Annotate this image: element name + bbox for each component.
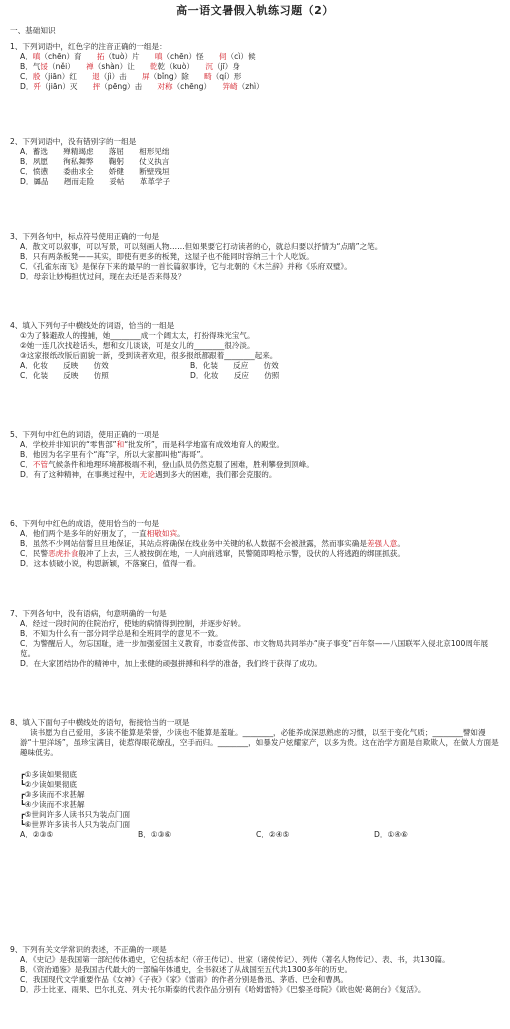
question-stem: 7、下列各句中，没有语病，句意明确的一句是: [10, 609, 167, 618]
passage: 读书愿为自己爱用，多读不能算是荣誉，少读也不能算是羞耻。________，必能养成深思熟虑的习惯，以至于变化气质；________譬如漫游“十里洋场”，虽珍宝满目，徒惹得眼花缭乱，空手而归。________，如暴发户炫耀家产，以多为贵。这在治学方面是自欺欺人，在做人方面是趣味低劣。: [20, 728, 499, 757]
option-letter: D．: [20, 82, 34, 91]
option-text: 蓄选 殚精竭虑 落屈 相形见绌: [32, 147, 170, 156]
pinyin: （bǐng）除: [149, 72, 205, 81]
question-1-options: [10, 52, 502, 92]
pinyin: （jiān）灭: [41, 82, 93, 91]
option-text: 般冲了上去，三人被按倒在地，一人向前逃窜，民警随即鸣枪示警，设伏的人将逃跑的绑匪抓获。: [78, 549, 405, 558]
pinyin: （chēn）育: [40, 52, 97, 61]
question-6-options: [10, 529, 502, 569]
option: C．为警醒后人，勿忘国耻，进一步加强爱国主义教育，市委宣传部、市文物局共同举办“庚子事变”百年祭——八国联军入侵北京100周年展览。: [20, 639, 489, 658]
option-text: 愤懑 委曲求全 娇健 断壁残垣: [32, 167, 170, 176]
highlighted-char: 拓: [96, 52, 105, 61]
question-9: [10, 945, 502, 995]
option: [20, 450, 502, 460]
highlighted-char: 抨: [92, 82, 101, 91]
option: D．莎士比亚、雨果、巴尔扎克、列夫·托尔斯泰的代表作品分别有《哈姆雷特》《巴黎圣母院》《欧也妮·葛朗台》《复活》。: [20, 985, 426, 994]
section-heading: 一、基础知识: [10, 26, 56, 35]
pinyin: （zhì）: [237, 82, 264, 91]
option-text: B．他因为名字里有个“海”字，所以大家都叫他“海哥”。: [20, 450, 209, 459]
option-letter: A．: [20, 147, 33, 156]
question-2: [10, 137, 502, 187]
question-stem: 4、填入下列句子中横线处的词语，恰当的一组是: [10, 321, 175, 330]
question-stem: 6、下列句中红色的成语，使用恰当的一句是: [10, 519, 160, 528]
option-text: C．民警: [20, 549, 49, 558]
pinyin: （jiān）红: [40, 72, 93, 81]
sentence: ③这家报纸改版后面貌一新，受到读者欢迎，很多报纸都跟着________起来。: [20, 351, 278, 360]
highlighted-char: 沉: [205, 62, 213, 71]
pinyin: （něi）: [48, 62, 87, 71]
bracket-item: ┏⑤世间许多人读书只为装点门面: [20, 810, 131, 819]
option-text: A．学校并非知识的“零售部”: [20, 440, 117, 449]
pinyin: （shàn）让: [93, 62, 150, 71]
option-letter: B．气: [20, 62, 41, 71]
option: C．《孔雀东南飞》是保存下来的最早的一首长篇叙事诗，它与北朝的《木兰辞》并称《乐府双璧》。: [20, 262, 352, 271]
option: D．在大家团结协作的精神中，加上张健的顽强拼搏和科学的准备，我们终于获得了成功。: [20, 659, 322, 668]
highlighted-char: 屏: [141, 72, 150, 81]
question-8-items: [10, 770, 502, 830]
option: B．化装 反应 仿效: [190, 361, 279, 370]
option: [20, 559, 502, 569]
bracket-item: ┏③多读而不求甚解: [20, 790, 85, 799]
question-stem: 9、下列有关文学常识的表述，不正确的一项是: [10, 945, 167, 954]
pinyin: （tuò）片: [104, 52, 155, 61]
option: C．②④⑤: [256, 830, 290, 839]
pinyin: （jī）身: [212, 62, 240, 71]
option: [20, 460, 502, 470]
option-text: “批发所”，而是科学地富有成效地育人的殿堂。: [124, 440, 284, 449]
highlighted-char: 禅: [86, 62, 94, 71]
question-1: [10, 42, 502, 92]
option-letter: A．: [20, 52, 33, 61]
highlighted-word: 相敬如宾: [146, 529, 178, 538]
option-text: 夙愿 徇私舞弊 鞠躬 仗义执言: [32, 157, 170, 166]
option-text: 。: [397, 539, 405, 548]
highlighted-char: 对称: [157, 82, 173, 91]
sentence: ②她一连几次找趁话头，想和女儿谈谈，可是女儿的________很冷淡。: [20, 341, 255, 350]
highlighted-word: 差强人意: [366, 539, 398, 548]
option-row: [20, 361, 502, 371]
option: A．散文可以叙事，可以写景，可以刻画人物……但如果要它打动读者的心，就总归要以抒情为“点睛”之笔。: [20, 242, 383, 251]
option: [20, 157, 502, 167]
question-5: [10, 430, 502, 480]
bracket-item: ┏①多读如果彻底: [20, 770, 77, 779]
option: C．我国现代文学重要作品《女神》《子夜》《家》《雷雨》的作者分别是鲁迅、茅盾、巴金和曹禺。: [20, 975, 349, 984]
pinyin: 乾（kuò）: [157, 62, 206, 71]
option: D．①④⑥: [374, 830, 408, 839]
question-stem: 8、填入下面句子中横线处的语句，衔接恰当的一项是: [10, 718, 190, 727]
option-letter: D．: [20, 177, 34, 186]
option: A．②③⑤: [20, 830, 54, 839]
highlighted-word: 无论: [139, 470, 155, 479]
option-letter: C．: [20, 167, 33, 176]
option: [20, 440, 502, 450]
sentence: ①为了躲避敌人的搜捕，她________成一个阔太太，打扮得珠光宝气。: [20, 331, 255, 340]
highlighted-char: 退: [92, 72, 100, 81]
highlighted-char: 伺: [218, 52, 227, 61]
option: [20, 470, 502, 480]
option-text: 气候条件和地理环境都极端不利，登山队员仍然克服了困难，胜利攀登到顶峰。: [48, 460, 314, 469]
option: [20, 549, 502, 559]
highlighted-char: 嗔: [32, 52, 41, 61]
pinyin: （chēng）: [172, 82, 223, 91]
question-3: [10, 232, 502, 282]
highlighted-char: 殷: [32, 72, 41, 81]
pinyin: （jì）击: [99, 72, 142, 81]
option-text: A．他们两个是多年的好朋友了，一直: [20, 529, 147, 538]
highlighted-char: 乾: [149, 62, 158, 71]
option: [20, 147, 502, 157]
question-5-options: [10, 440, 502, 480]
option-text: 羼品 趔而走险 妥帖 革革学子: [33, 177, 171, 186]
highlighted-word: 和: [116, 440, 125, 449]
question-stem: 2、下列词语中，没有错别字的一组是: [10, 137, 137, 146]
option-row: [20, 82, 502, 92]
option: [20, 539, 502, 549]
option-letter: C．: [20, 72, 33, 81]
highlighted-char: 笄崎: [222, 82, 238, 91]
question-4: [10, 321, 502, 381]
highlighted-char: 馁: [40, 62, 48, 71]
option: D．母亲让妙梅担忧过问，现在去还是否来得及？: [20, 272, 186, 281]
question-8: [10, 718, 502, 840]
option: B．《资治通鉴》是我国古代最大的一部编年体通史，全书叙述了从战国至五代共1300多年的历史。: [20, 965, 353, 974]
question-stem: 3、下列各句中，标点符号使用正确的一句是: [10, 232, 160, 241]
bracket-item: ┗④少读而不求甚解: [20, 800, 85, 809]
option-text: C．: [20, 460, 33, 469]
option-row: [20, 62, 502, 72]
option-row: [20, 72, 502, 82]
option-text: 。: [177, 529, 185, 538]
option: B．只有两条板凳——其实，即使有更多的板凳，这屋子也不能同时容纳三十个人吃饭。: [20, 252, 314, 261]
option-text: D．这本侦破小说，构思新颖，不落窠臼，值得一看。: [20, 559, 201, 568]
option: D．化妆 反应 仿照: [190, 371, 280, 380]
option-text: 遇到多大的困难，我们都会克服的。: [154, 470, 277, 479]
highlighted-char: 畸: [204, 72, 212, 81]
question-4-options: [20, 361, 502, 381]
question-8-options: [10, 830, 502, 840]
option: B．不知为什么有一部分同学总是和全班同学的意见不一致。: [20, 629, 223, 638]
highlighted-char: 歼: [33, 82, 42, 91]
pinyin: （pēng）击: [100, 82, 158, 91]
option-row: [20, 371, 502, 381]
option-row: [20, 52, 502, 62]
option: A．经过一段时间的住院治疗，使她的病情得到控制，并逐步好转。: [20, 619, 246, 628]
option-letter: B．: [20, 157, 33, 166]
question-6: [10, 519, 502, 569]
bracket-item: ┗②少读如果彻底: [20, 780, 77, 789]
option-text: D．有了这种精神，在事奥过程中，: [20, 470, 140, 479]
option: B．①③⑥: [138, 830, 172, 839]
option-row: [20, 830, 502, 840]
option: C．化装 反映 仿照: [20, 371, 109, 380]
highlighted-char: 嗔: [154, 52, 163, 61]
option: A．化妆 反映 仿效: [20, 361, 109, 370]
highlighted-word: 不管: [32, 460, 49, 469]
question-stem: 1、下列词语中，红色字的注音正确的一组是：: [10, 42, 167, 51]
option: A．《史记》是我国第一部纪传体通史，它包括本纪（帝王传记）、世家（诸侯传记）、列传（著名人物传记）、表、书，共130篇。: [20, 955, 450, 964]
question-2-options: [10, 147, 502, 187]
question-7: [10, 609, 502, 669]
option: [20, 177, 502, 187]
pinyin: （qí）形: [211, 72, 242, 81]
option: [20, 529, 502, 539]
question-stem: 5、下列句中红色的词语，使用正确的一项是: [10, 430, 160, 439]
option-text: B．虽然不少网站信誓旦旦地保证，其站点将确保在线业务中关键的私人数据不会被泄露，然而事实确是: [20, 539, 367, 548]
bracket-item: ┗⑥世界许多读书人只为装点门面: [20, 820, 131, 829]
page-title: 高一语文暑假入轨练习题（2）: [176, 4, 334, 17]
pinyin: （chēn）怪: [162, 52, 219, 61]
pinyin: （cì）候: [226, 52, 256, 61]
highlighted-word: 恶虎扑食: [48, 549, 79, 558]
option: [20, 167, 502, 177]
